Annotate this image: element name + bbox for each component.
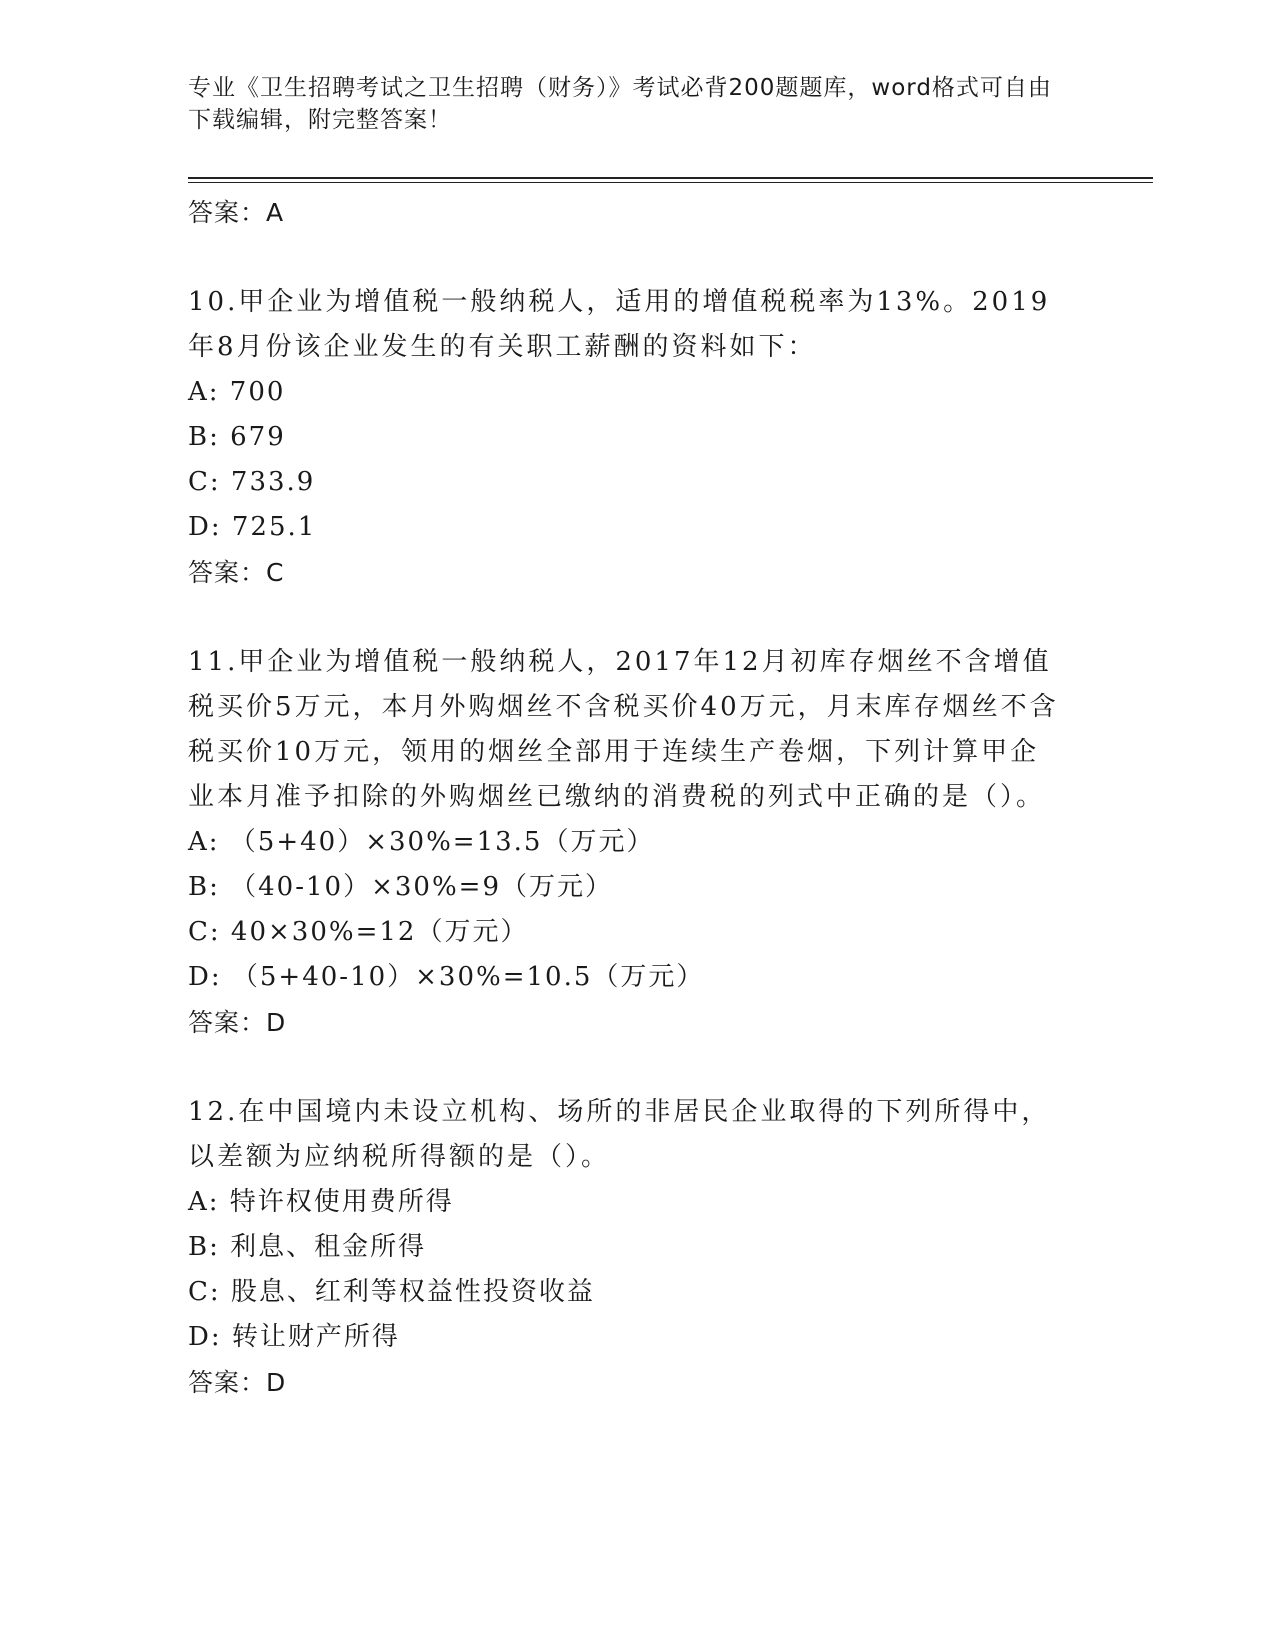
option-a: A: （5+40）×30%=13.5（万元） bbox=[188, 827, 655, 857]
question-stem: 12.在中国境内未设立机构、场所的非居民企业取得的下列所得中，以差额为应纳税所得额的是（）。 bbox=[188, 1097, 1051, 1172]
question-block-10 bbox=[188, 280, 1068, 596]
answer-line: 答案：C bbox=[188, 558, 285, 587]
option-b: B: （40-10）×30%=9（万元） bbox=[188, 872, 613, 902]
answer-line: 答案：D bbox=[188, 1368, 287, 1397]
header-divider-bottom bbox=[188, 182, 1153, 183]
document-header: 专业《卫生招聘考试之卫生招聘（财务）》考试必背200题题库，word格式可自由下载编辑，附完整答案！ bbox=[188, 75, 1052, 133]
header-divider-top bbox=[188, 177, 1153, 179]
question-list bbox=[188, 190, 1068, 1406]
option-c: C: 40×30%=12（万元） bbox=[188, 917, 529, 947]
question-block-12 bbox=[188, 1090, 1068, 1406]
option-c: C: 733.9 bbox=[188, 467, 316, 497]
question-stem: 10.甲企业为增值税一般纳税人，适用的增值税税率为13%。2019年8月份该企业发生的有关职工薪酬的资料如下： bbox=[188, 287, 1051, 362]
option-d: D: 转让财产所得 bbox=[188, 1322, 400, 1352]
option-d: D: （5+40-10）×30%=10.5（万元） bbox=[188, 962, 705, 992]
option-a: A: 700 bbox=[188, 377, 286, 407]
option-d: D: 725.1 bbox=[188, 512, 317, 542]
option-b: B: 利息、租金所得 bbox=[188, 1232, 427, 1262]
answer-line: 答案：A bbox=[188, 198, 285, 227]
option-b: B: 679 bbox=[188, 422, 286, 452]
option-a: A: 特许权使用费所得 bbox=[188, 1187, 454, 1217]
question-stem: 11.甲企业为增值税一般纳税人，2017年12月初库存烟丝不含增值税买价5万元，本月外购烟丝不含税买价40万元，月末库存烟丝不含税买价10万元，领用的烟丝全部用于连续生产卷烟，下列计算甲企业本月准予扣除的外购烟丝已缴纳的消费税的列式中正确的是（）。 bbox=[188, 647, 1059, 812]
option-c: C: 股息、红利等权益性投资收益 bbox=[188, 1277, 595, 1307]
answer-line: 答案：D bbox=[188, 1008, 287, 1037]
question-block-11 bbox=[188, 640, 1068, 1046]
